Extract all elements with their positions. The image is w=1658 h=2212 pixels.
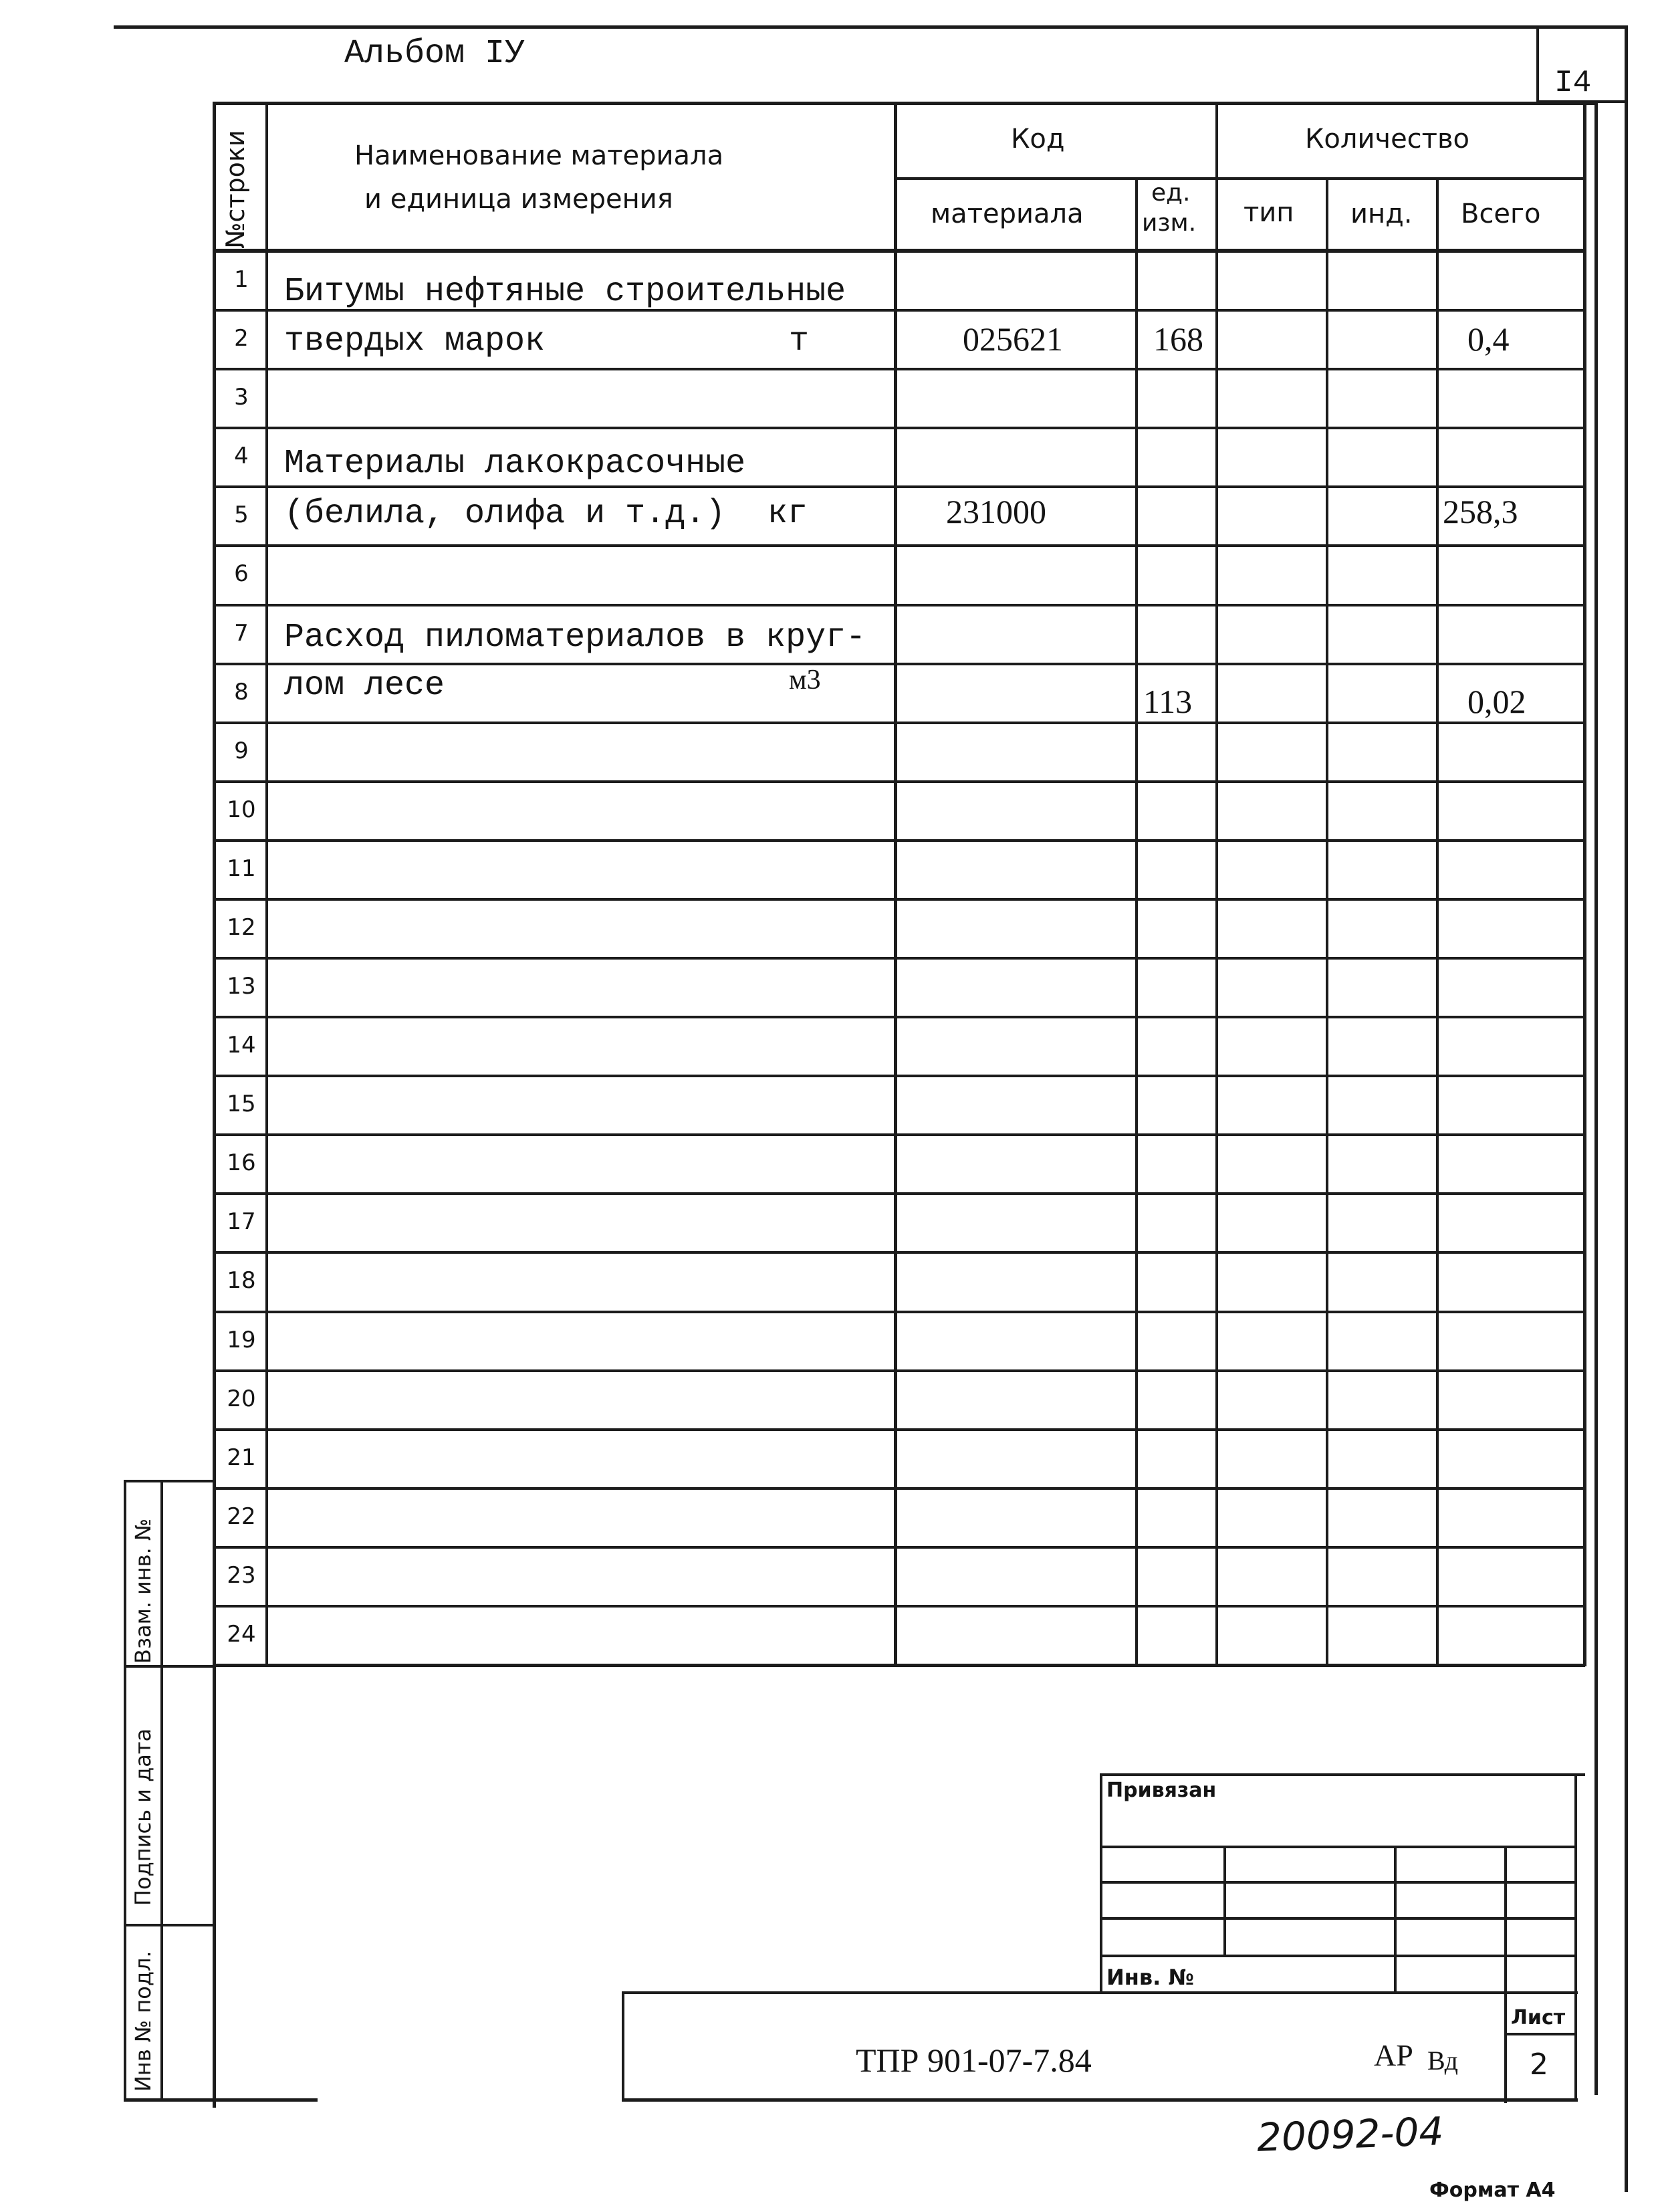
row-number: 14 [227,1032,256,1059]
header-unit-line2: изм. [1142,209,1197,237]
header-row-number: №строки [221,130,250,249]
side-stamp-podpis-data: Подпись и дата [130,1728,156,1906]
table-top-border [213,102,1596,105]
row-line [213,1192,1585,1195]
header-qty-total: Всего [1461,199,1541,229]
col-sep-name [894,102,897,1666]
row-number: 21 [227,1444,256,1471]
side-stamp-sep-1 [124,1665,214,1668]
row-line [213,1311,1585,1313]
side-stamp-inv-podl: Инв № подл. [130,1951,156,2092]
row-line [213,898,1585,901]
row-line [213,1075,1585,1077]
row-5-name: (белила, олифа и т.д.) [284,495,726,533]
col-sep-code [1215,102,1218,1666]
row-line [213,1369,1585,1372]
row-2-unit: т [789,322,810,360]
side-stamp-top [124,1480,214,1482]
row-number: 18 [227,1267,256,1294]
row-number: 1 [234,266,249,293]
col-sep-type [1326,177,1328,1666]
row-line [213,604,1585,606]
row-line [213,957,1585,960]
row-5-code: 231000 [946,493,1046,530]
inv-no-label: Инв. № [1106,1965,1194,1990]
table-right-border [1583,102,1586,1666]
header-name-line1: Наименование материала [354,140,724,171]
row-line [213,839,1585,842]
privyazan-top [1100,1773,1585,1776]
row-number: 10 [227,796,256,823]
row-number: 19 [227,1327,256,1353]
right-inner-border [1594,102,1598,2095]
title-block-bottom [622,2098,1578,2102]
row-number: 8 [234,679,249,705]
row-line [213,368,1585,370]
sheet-label-sep [1504,2033,1576,2035]
row-number: 22 [227,1503,256,1530]
row-number: 24 [227,1621,256,1648]
row-5-total: 258,3 [1443,493,1518,530]
side-stamp-vzam-inv: Взам. инв. № [130,1518,156,1664]
row-number: 17 [227,1208,256,1235]
row-line [213,544,1585,547]
row-2-total: 0,4 [1467,320,1510,358]
row-line [213,1428,1585,1431]
header-bottom-line [213,249,1585,253]
row-line [213,780,1585,783]
row-2-code: 025621 [963,320,1063,358]
row-number: 4 [234,443,249,469]
row-line [213,1133,1585,1136]
row-number: 16 [227,1149,256,1176]
volume-code: Вд [1427,2045,1459,2076]
album-title: Альбом IУ [344,35,525,73]
header-qty-type: тип [1244,197,1294,228]
row-number: 12 [227,914,256,941]
row-line [213,1487,1585,1490]
col-sep-ind [1436,177,1439,1666]
row-number: 11 [227,855,256,882]
header-code: Код [1011,124,1065,154]
side-stamp-col-sep [160,1481,163,2101]
row-number: 7 [234,620,249,647]
privyazan-col-1 [1223,1846,1226,1956]
row-5-unit: кг [767,495,808,533]
row-line [213,722,1585,724]
row-1-name: Битумы нефтяные строительные [284,273,846,311]
row-number: 3 [234,384,249,411]
row-2-unit-code: 168 [1153,320,1203,358]
document-designation: ТПР 901-07-7.84 [856,2041,1092,2079]
header-name-line2: и единица измерения [364,184,673,215]
right-outer-border [1625,25,1628,2192]
format-label: Формат А4 [1429,2179,1556,2202]
row-number: 15 [227,1091,256,1117]
row-number: 23 [227,1562,256,1589]
row-4-name: Материалы лакокрасочные [284,445,746,483]
row-line [213,1016,1585,1018]
header-sub-line [894,177,1585,180]
row-8-name: лом лесе [284,667,445,705]
row-number: 6 [234,560,249,587]
side-stamp-bottom [124,2098,318,2102]
row-number: 20 [227,1386,256,1412]
row-8-unit-code: 113 [1143,683,1193,720]
header-qty-ind: инд. [1350,199,1413,229]
row-line [213,1251,1585,1254]
row-number: 2 [234,325,249,352]
privyazan-left [1100,1773,1102,1994]
section-code: АР [1374,2038,1413,2072]
row-line [213,1664,1585,1667]
sheet-number: 2 [1530,2048,1548,2082]
side-stamp-outer-left [124,1481,126,2101]
row-line [213,1605,1585,1608]
header-code-material: материала [931,199,1084,229]
col-sep-unitcode [1135,177,1138,1666]
sheet-label: Лист [1511,2006,1566,2029]
row-line [213,1546,1585,1549]
row-number: 13 [227,973,256,1000]
page-number: I4 [1554,66,1592,100]
handwritten-number: 20092-04 [1256,2108,1445,2161]
row-2-name: твердых марок [284,322,546,360]
page-number-box-left [1536,25,1539,102]
header-unit-line1: ед. [1151,179,1191,207]
row-8-unit: м3 [789,665,821,695]
row-line [213,485,1585,488]
row-line [213,663,1585,665]
side-stamp-sep-2 [124,1924,214,1926]
privyazan-col-2 [1394,1846,1397,1993]
row-7-name: Расход пиломатериалов в круг- [284,619,866,657]
row-number: 5 [234,502,249,528]
title-block-top [622,1991,1578,1994]
top-border [114,25,1628,29]
header-quantity: Количество [1305,124,1470,154]
row-number: 9 [234,738,249,764]
title-block-left [622,1991,624,2102]
privyazan-label: Привязан [1106,1779,1217,1802]
row-8-total: 0,02 [1467,683,1526,720]
privyazan-right [1574,1773,1577,2101]
privyazan-col-3 [1504,1846,1507,2103]
row-line [213,427,1585,429]
